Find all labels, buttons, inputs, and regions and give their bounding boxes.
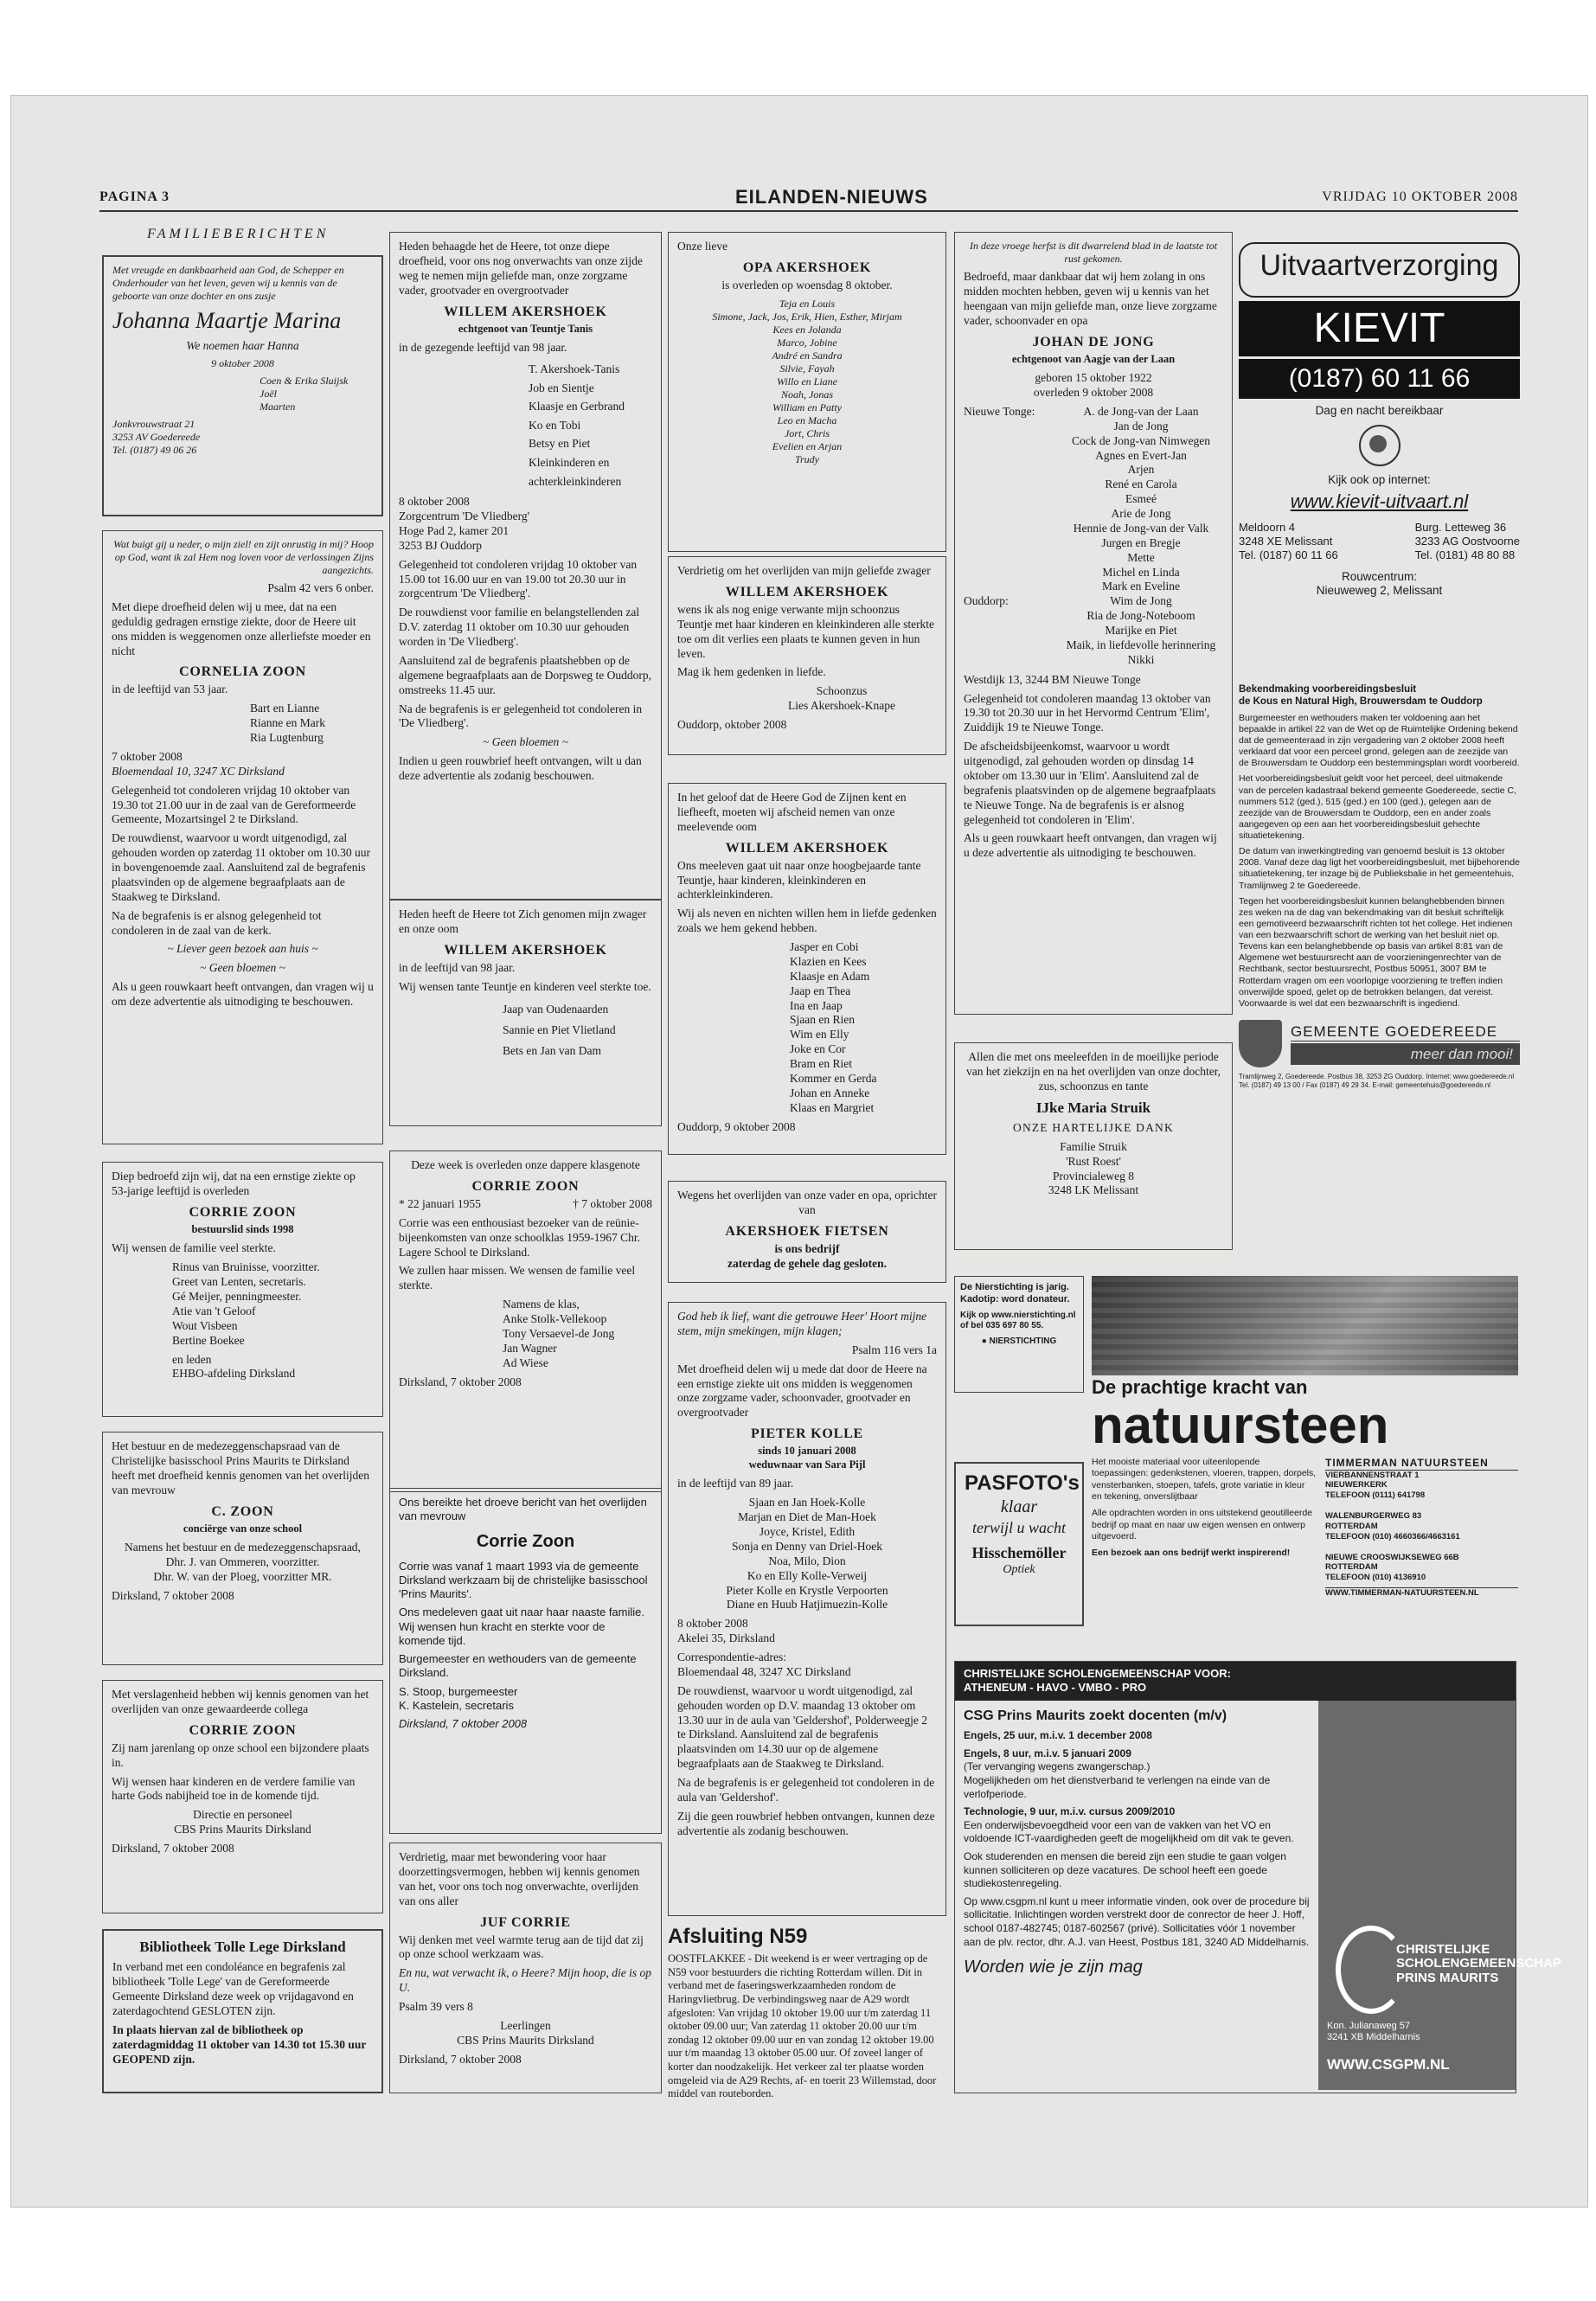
obituary-corrie-zoon-classmates bbox=[389, 1150, 662, 1492]
birth-date: 9 oktober 2008 bbox=[211, 357, 274, 370]
condole: Gelegenheid tot condoleren maandag 13 oktober van 19.30 tot 20.30 uur in het Hervormd Centrum 'Elim', Zuiddijk 19 te Nieuwe Tonge. bbox=[964, 691, 1211, 734]
subtitle: sinds 10 januari 2008 weduwnaar van Sara Pijl bbox=[748, 1445, 866, 1471]
family-row-1 bbox=[964, 405, 1223, 594]
title: PASFOTO's bbox=[965, 1471, 1080, 1495]
body: Corrie was een enthousiast bezoeker van de reünie-bijeenkomsten van onze schoolklas 1959-1967 Chr. Lagere School te Dirksland. bbox=[399, 1215, 640, 1259]
subtitle: bestuurslid sinds 1998 bbox=[191, 1222, 294, 1235]
coat-of-arms-icon bbox=[1239, 1020, 1282, 1067]
company: TIMMERMAN NATUURSTEEN bbox=[1325, 1457, 1518, 1471]
names: S. Stoop, burgemeester K. Kastelein, secretaris bbox=[399, 1684, 518, 1712]
body: Corrie was vanaf 1 maart 1993 via de gemeente Dirksland werkzaam bij de christelijke basisschool 'Prins Maurits'. bbox=[399, 1559, 648, 1600]
p1: Ook studerenden en mensen die bereid zijn een studie te gaan volgen kunnen solliciteren op deze vacatures. De school heeft een goede studiekostenregeling. bbox=[964, 1850, 1286, 1890]
deceased-name: CORRIE ZOON bbox=[189, 1722, 297, 1738]
place: Dirksland, 7 oktober 2008 bbox=[112, 1588, 234, 1602]
age: in de leeftijd van 53 jaar. bbox=[112, 683, 228, 696]
body: Met verslagenheid hebben wij kennis genomen van het overlijden van onze gewaardeerde collega bbox=[112, 1688, 369, 1715]
kievit-phone: (0187) 60 11 66 bbox=[1239, 359, 1520, 399]
p3: De datum van inwerkingtreding van genoemd besluit is 13 oktober 2008. Vanaf deze dag ligt het voorbereidingsbesluit, met bijbehorende situatietekening, ter inzage bij de Publieksbalie in het gemeentehuis, Tramlijnweg 2 te Goedereede. bbox=[1239, 846, 1520, 891]
born-died bbox=[399, 1197, 652, 1212]
close: Zij die geen rouwbrief hebben ontvangen, kunnen deze advertentie als zodanig beschouwen. bbox=[677, 1809, 935, 1837]
burial: Aansluitend zal de begrafenis plaatshebben op de algemene begraafplaats aan de Dorpsweg te Ouddorp, omstreeks 11.45 uur. bbox=[399, 653, 652, 696]
obituary-juf-corrie bbox=[389, 1843, 662, 2093]
service: De rouwdienst, waarvoor u wordt uitgenodigd, zal gehouden worden op zaterdag 11 oktober om 10.30 uur in bovengenoemde zaal. Aansluitend zal de begrafenis plaatsvinden op de algemene begraafplaats aan de Staakweg te Dirksland. bbox=[112, 831, 371, 903]
family: Jaap van Oudenaarden Sannie en Piet Vlietland Bets en Jan van Dam bbox=[503, 1002, 616, 1058]
notice-gemeente-goedereede bbox=[1239, 683, 1520, 1237]
title: Bibliotheek Tolle Lege Dirksland bbox=[139, 1939, 346, 1955]
intro: Bedroefd, maar dankbaar dat wij hem zolang in ons midden mochten hebben, geven wij u kennis van het heengaan van mijn geliefde man, onze lieve zorgzame vader, schoonvader en opa bbox=[964, 270, 1217, 327]
line1: klaar bbox=[1000, 1497, 1038, 1516]
body: Diep bedroefd zijn wij, dat na een ernstige ziekte op 53-jarige leeftijd is overleden bbox=[112, 1170, 356, 1197]
place: Ouddorp, oktober 2008 bbox=[677, 718, 787, 731]
date: 7 oktober 2008 bbox=[112, 749, 183, 763]
intro: Verdrietig, maar met bewondering voor haar doorzettingsvermogen, hebben wij kennis genomen van het, voor ons toch nog onverwachte, overlijden van ons aller bbox=[399, 1850, 640, 1907]
masthead: EILANDEN-NIEUWS bbox=[735, 186, 928, 208]
title: Bekendmaking voorbereidingsbesluit bbox=[1239, 684, 1417, 695]
sign: Leerlingen CBS Prins Maurits Dirksland bbox=[457, 2018, 594, 2047]
obituary-c-zoon-school bbox=[102, 1432, 383, 1665]
and: en leden EHBO-afdeling Dirksland bbox=[172, 1352, 296, 1381]
notice-akershoek-fietsen bbox=[668, 1181, 946, 1283]
date: is overleden op woensdag 8 oktober. bbox=[721, 278, 893, 292]
wish: Wij als neven en nichten willen hem in liefde gedenken zoals we hem gekend hebben. bbox=[677, 907, 937, 935]
kievit-web-link[interactable]: www.kievit-uitvaart.nl bbox=[1290, 490, 1469, 513]
sign: Directie en personeel CBS Prins Maurits Dirksland bbox=[174, 1808, 311, 1836]
birth-intro: Met vreugde en dankbaarheid aan God, de Schepper en Onderhouder van het leven, geven wij u kennis van de geboorte van onze dochter en ons zusje bbox=[112, 264, 344, 302]
obituary-willem-akershoek-nephew bbox=[389, 900, 662, 1126]
deceased-name: CORNELIA ZOON bbox=[179, 664, 306, 680]
csg-text bbox=[955, 1701, 1318, 2090]
date: 8 oktober 2008 bbox=[399, 495, 470, 509]
company-name: AKERSHOEK FIETSEN bbox=[725, 1223, 889, 1239]
obituary-corrie-zoon-ehbo bbox=[102, 1162, 383, 1417]
wish: Mag ik hem gedenken in liefde. bbox=[677, 665, 826, 679]
body: In verband met een condoléance en begrafenis zal bibliotheek 'Tolle Lege' van de Gereformeerde Gemeente Dirksland deze week op vrijdagavond en zaterdagochtend GESLOTEN zijn. bbox=[112, 1960, 354, 2017]
logo-text: NIERSTICHTING bbox=[989, 1336, 1057, 1346]
intro: Verdrietig om het overlijden van mijn geliefde zwager bbox=[677, 564, 931, 577]
age: in de gezegende leeftijd van 98 jaar. bbox=[399, 341, 567, 355]
brand: Hisschemöller bbox=[971, 1543, 1067, 1561]
place: Dirksland, 7 oktober 2008 bbox=[399, 2052, 522, 2066]
condole: Gelegenheid tot condoleren vrijdag 10 oktober van 19.30 tot 21.00 uur in de zaal van de Gereformeerde Gemeente, Mozartsingel 2 te Dirksland. bbox=[112, 783, 356, 826]
family1: A. de Jong-van der Laan Jan de Jong Cock de Jong-van Nimwegen Agnes en Evert-Jan Arjen René en Carola Esmeé Arie de Jong Hennie de Jong-van der Valk Jurgen en Bregje Mette Michel en Linda Mark en Eveline bbox=[1071, 404, 1211, 593]
gemeente-address: Tramlijnweg 2, Goedereede. Postbus 38, 3253 ZG Ouddorp. Internet: www.goedereede.nl Tel. (0187) 49 13 00 / Fax (0187) 49 29 34. E-mail: gemeentehuis@goedereede.nl bbox=[1239, 1072, 1515, 1089]
body: wens ik als nog enige verwante mijn schoonzus Teuntje met haar kinderen en kleinkinderen alle sterkte toe om dit verlies een plaats te kunnen geven in hun leven. bbox=[677, 602, 935, 660]
pref1: ~ Liever geen bezoek aan huis ~ bbox=[167, 942, 318, 956]
p2: Het voorbereidingsbesluit geldt voor het perceel, deel uitmakende van de percelen kadastraal bekend gemeente Goedereede, sectie C, nummers 512 (ged.), 515 (ged.) en 100 (ged.), gelegen aan de zeezijde van de Brouwersdam te Ouddorp, een en ander zoals aangegeven op een aan het voorbereidingsbesluit gehechte situatietekening. bbox=[1239, 773, 1517, 841]
subtitle: conciërge van onze school bbox=[183, 1522, 303, 1535]
job3b: Een onderwijsbevoegdheid voor een van de vakken van het VO en voldoende ICT-vaardigheden geeft de mogelijkheid om dit vak te geven. bbox=[964, 1818, 1294, 1845]
natuursteen-head: De prachtige kracht van bbox=[1092, 1376, 1308, 1398]
obituary-willem-nieces bbox=[668, 783, 946, 1155]
body: OOSTFLAKKEE - Dit weekend is er weer vertraging op de N59 voor bestuurders die richting Rotterdam willen. Dit in verband met de faseringswerkzaamheden rondom de Haringvlietbrug. De verbindingsweg naar de A29 wordt afgesloten: Van vrijdag 10 oktober 19.00 uur t/m zaterdag 11 oktober 09.00 uur; Van zaterdag 11 oktober 20.00 uur t/m zondag 12 oktober 09.00 uur en van zondag 12 oktober 19.00 uur t/m maandag 13 oktober 05.00 uur. Of zoveel langer of korter dan noodzakelijk. Het verkeer zal ter plaatse worden omgeleid via de A29 Rechts, af- en toerit 23 Willemstad, door middel van routeborden. bbox=[668, 1952, 937, 2100]
natuursteen-text bbox=[1092, 1457, 1317, 1604]
gemeente-name: GEMEENTE GOEDEREEDE bbox=[1291, 1022, 1520, 1042]
after: Na de begrafenis is er gelegenheid tot condoleren in 'De Vliedberg'. bbox=[399, 702, 643, 730]
family: T. Akershoek-Tanis Job en Sientje Klaasje en Gerbrand Ko en Tobi Betsy en Piet Kleinkinderen en achterkleinkinderen bbox=[529, 362, 625, 488]
kievit-logo-icon bbox=[1359, 425, 1401, 466]
deceased-name: WILLEM AKERSHOEK bbox=[444, 942, 607, 958]
place: Dirksland, 7 oktober 2008 bbox=[399, 1375, 522, 1388]
age: in de leeftijd van 98 jaar. bbox=[399, 960, 516, 974]
brand2: Optiek bbox=[1003, 1563, 1035, 1576]
body: Ons meeleven gaat uit naar onze hoogbejaarde tante Teuntje, haar kinderen, kleinkinderen en achterkleinkinderen. bbox=[677, 858, 921, 901]
logo-text: CHRISTELIJKE SCHOLENGEMEENSCHAP PRINS MAURITS bbox=[1396, 1941, 1561, 1985]
address: Akelei 35, Dirksland bbox=[677, 1631, 775, 1645]
after: Na de begrafenis is er alsnog gelegenheid tot condoleren in de zaal van de kerk. bbox=[112, 908, 322, 937]
sign: Schoonzus Lies Akershoek-Knape bbox=[787, 684, 896, 713]
kievit-head-frame bbox=[1239, 242, 1520, 298]
obituary-johan-de-jong bbox=[954, 232, 1233, 1015]
service: De afscheidsbijeenkomst, waarvoor u wordt uitgenodigd, zal gehouden worden op dinsdag 14 oktober om 13.30 uur in 'Elim'. Aansluitend zal de begrafenis plaatsvinden op de algemene begraafplaats te Nieuwe Tonge. Na de begrafenis is er alsnog gelegenheid tot condoleren in 'Elim'. bbox=[964, 740, 1216, 826]
issue-date: VRIJDAG 10 OKTOBER 2008 bbox=[1322, 189, 1518, 204]
job1: Engels, 25 uur, m.i.v. 1 december 2008 bbox=[964, 1729, 1152, 1742]
obituary-willem-akershoek-family bbox=[389, 232, 662, 900]
cta: Een bezoek aan ons bedrijf werkt inspirerend! bbox=[1092, 1547, 1291, 1558]
deceased-name: WILLEM AKERSHOEK bbox=[725, 840, 889, 856]
text1: Zij nam jarenlang op onze school een bijzondere plaats in. bbox=[112, 1740, 369, 1769]
body2: Alle opdrachten worden in ons uitstekend geoutilleerde bedrijf op maat en naar uw eigen wensen en ontwerp uitgevoerd. bbox=[1092, 1508, 1313, 1542]
kievit-web-label: Kijk ook op internet: bbox=[1328, 473, 1431, 487]
kidney-icon: ● bbox=[981, 1336, 987, 1346]
web[interactable]: WWW.CSGPM.NL bbox=[1327, 2055, 1450, 2073]
psalm: Psalm 116 vers 1a bbox=[851, 1343, 937, 1356]
natuursteen-photo bbox=[1092, 1276, 1518, 1375]
died: † 7 oktober 2008 bbox=[573, 1196, 652, 1210]
family2: Wim de Jong Ria de Jong-Noteboom Marijke en Piet Maik, in liefdevolle herinnering Nikki bbox=[1066, 594, 1216, 666]
library-notice bbox=[102, 1929, 383, 2093]
header-rule bbox=[99, 210, 1518, 212]
scan-top-margin bbox=[0, 0, 1596, 95]
kievit-heading: Uitvaartverzorging bbox=[1259, 249, 1499, 282]
age: in de leeftijd van 89 jaar. bbox=[677, 1477, 794, 1490]
csg-body bbox=[955, 1701, 1561, 2090]
body: Met droefheid delen wij u mede dat door de Heere na een ernstige ziekte uit ons midden is weggenomen onze zorgzame vader, schoonvader, grootvader en overgrootvader bbox=[677, 1362, 927, 1420]
pref2: ~ Geen bloemen ~ bbox=[200, 961, 285, 975]
body: Wij denken met veel warmte terug aan de tijd dat zij op onze school werkzaam was. bbox=[399, 1932, 644, 1961]
intro: Heden heeft de Heere tot Zich genomen mijn zwager en onze oom bbox=[399, 907, 647, 935]
page-header bbox=[99, 186, 1518, 210]
logo bbox=[960, 1336, 1078, 1348]
close: Als u geen rouwkaart heeft ontvangen, dan vragen wij u deze advertentie als uitnodiging te beschouwen. bbox=[964, 831, 1217, 860]
dank: ONZE HARTELIJKE DANK bbox=[1013, 1120, 1174, 1134]
family-row-2 bbox=[964, 594, 1223, 667]
kievit-addresses bbox=[1239, 521, 1520, 563]
subtitle: echtgenoot van Aagje van der Laan bbox=[1011, 352, 1176, 365]
p4: Tegen het voorbereidingsbesluit kunnen belanghebbenden binnen zes weken na de dag van bekendmaking van dit besluit schriftelijk een gemotiveerd bezwaarschrift richten tot het college. Het indienen van een bezwaarschrift schort de werking van het besluit niet op. Tevens kan een belanghebbende op basis van artikel 8:81 van de Algemene wet bestuursrecht aan de voorzieningenrechter van de Rechtbank, sector bestuursrecht, Postbus 50951, 3007 BM te Rotterdam vragen om een voorlopige voorziening te treffen indien onverwijlde spoed, gelet op de betrokken belangen, dat vereist. Voorwaarde is wel dat een bezwaarschrift is ingediend. bbox=[1239, 895, 1513, 1009]
job2b: (Ter vervanging wegens zwangerschap.) bbox=[964, 1760, 1151, 1773]
address: Kon. Julianaweg 57 3241 XB Middelharnis bbox=[1327, 2020, 1420, 2043]
pref: ~ Geen bloemen ~ bbox=[483, 735, 568, 749]
family: Teja en Louis Simone, Jack, Jos, Erik, Hien, Esther, Mirjam Kees en Jolanda Marco, Jobine André en Sandra Silvie, Fayah Willo en Liane Noah, Jonas William en Patty Leo en Macha Jort, Chris Evelien en Arjan Trudy bbox=[712, 297, 902, 465]
after: Na de begrafenis is er gelegenheid tot condoleren in de aula van 'Geldershof'. bbox=[677, 1776, 935, 1804]
name: IJke Maria Struik bbox=[1035, 1099, 1151, 1116]
body: Met diepe droefheid delen wij u mee, dat na een geduldig gedragen ernstige ziekte, door de Heere uit ons midden is weggenomen onze allerliefste moeder en nicht bbox=[112, 599, 371, 657]
csg-logo-panel bbox=[1318, 1701, 1561, 2090]
gemeente-slogan: meer dan mooi! bbox=[1291, 1043, 1520, 1065]
deceased-name: CORRIE ZOON bbox=[471, 1178, 580, 1194]
note: In plaats hiervan zal de bibliotheek op zaterdagmiddag 11 oktober van 14.30 tot 15.30 uur GEOPEND zijn. bbox=[112, 2022, 367, 2066]
gemeente-logo-row bbox=[1239, 1020, 1520, 1067]
section-title: FAMILIEBERICHTEN bbox=[147, 227, 330, 241]
note: is ons bedrijf zaterdag de gehele dag gesloten. bbox=[727, 1241, 888, 1270]
headline: Afsluiting N59 bbox=[668, 1925, 808, 1948]
kievit-brand: KIEVIT bbox=[1239, 301, 1520, 356]
intro: Deze week is overleden onze dappere klasgenote bbox=[411, 1158, 640, 1171]
obituary-willem-sister-in-law bbox=[668, 556, 946, 755]
sign: Burgemeester en wethouders van de gemeente Dirksland. bbox=[399, 1652, 637, 1680]
body: Het bestuur en de medezeggenschapsraad van de Christelijke basisschool Prins Maurits te Dirksland heeft met droefheid kennis genomen van het overlijden van mevrouw bbox=[112, 1439, 370, 1497]
page-number: PAGINA 3 bbox=[99, 189, 170, 204]
deceased-name: PIETER KOLLE bbox=[750, 1426, 864, 1442]
subtitle: de Kous en Natural High, Brouwersdam te Ouddorp bbox=[1239, 696, 1483, 708]
subtitle: echtgenoot van Teuntje Tanis bbox=[458, 322, 593, 335]
kievit-rouw: Nieuweweg 2, Melissant bbox=[1316, 584, 1443, 598]
psalm: Psalm 39 vers 8 bbox=[399, 2000, 473, 2013]
place: Dirksland, 7 oktober 2008 bbox=[112, 1842, 234, 1855]
thanks-ijke-struik bbox=[954, 1042, 1233, 1250]
family: Sjaan en Jan Hoek-Kolle Marjan en Diet de Man-Hoek Joyce, Kristel, Edith Sonja en Denny van Driel-Hoek Noa, Milo, Dion Ko en Elly Kolle-Verweij Pieter Kolle en Krystle Verpoorten Diane en Huub Hatjimuezin-Kolle bbox=[726, 1496, 888, 1612]
p2: Op www.csgpm.nl kunt u meer informatie vinden, ook over de procedure bij sollicitatie. Inlichtingen worden verstrekt door de conrector de heer J. Hoff, school 0187-482745; 0187-602567 (privé). Sollicitaties vóór 1 november aan de plv. rector, dhr. A.J. van Heest, Postbus 181, 3240 AD Middelharnis. bbox=[964, 1894, 1310, 1948]
text2: Wij wensen haar kinderen en de verdere familie van harte Gods nabijheid toe in de komende tijd. bbox=[112, 1774, 356, 1803]
quote: In deze vroege herfst is dit dwarrelend blad in de laatste tot rust gekomen. bbox=[969, 240, 1218, 265]
web[interactable]: WWW.TIMMERMAN-NATUURSTEEN.NL bbox=[1325, 1587, 1518, 1599]
addresses: VIERBANNENSTRAAT 1 NIEUWERKERK TELEFOON (0111) 641798 WALENBURGERWEG 83 ROTTERDAM TELEFOON (010) 4660366/4663161 NIEUWE CROOSWIJKSEWEG 66B ROTTERDAM TELEFOON (010) 4136910 bbox=[1325, 1470, 1460, 1583]
place: Dirksland, 7 oktober 2008 bbox=[399, 1717, 528, 1730]
band1: CHRISTELIJKE SCHOLENGEMEENSCHAP VOOR: bbox=[964, 1667, 1231, 1680]
body: Het mooiste materiaal voor uiteenlopende toepassingen: gedenkstenen, vloeren, trappen, dorpels, vensterbanken, stoepen, tafels, grote variatie in kleur en tekening, onverslijtbaar bbox=[1092, 1456, 1317, 1503]
obituary-corrie-zoon-colleague bbox=[102, 1680, 383, 1913]
place1: Nieuwe Tonge: bbox=[964, 404, 1035, 418]
quote: God heb ik lief, want die getrouwe Heer' Hoort mijne stem, mijn smekingen, mijn klagen; bbox=[677, 1310, 927, 1337]
kievit-rouw-label: Rouwcentrum: bbox=[1341, 569, 1418, 583]
intro: Wegens het overlijden van onze vader en opa, oprichter van bbox=[677, 1189, 937, 1216]
call-name: We noemen haar Hanna bbox=[186, 338, 299, 352]
quote: Wat buigt gij u neder, o mijn ziel! en zijt onrustig in mij? Hoop op God, want ik zal Hem nog loven voor de verlossingen Zijns aangezichts. bbox=[113, 538, 374, 576]
died: overleden 9 oktober 2008 bbox=[1033, 386, 1154, 399]
line2: terwijl u wacht bbox=[972, 1519, 1066, 1536]
family: Jasper en Cobi Klazien en Kees Klaasje en Adam Jaap en Thea Ina en Jaap Sjaan en Rien Wim en Elly Joke en Cor Bram en Riet Kommer en Gerda Johan en Anneke Klaas en Margriet bbox=[790, 940, 877, 1114]
wish: Wij wensen tante Teuntje en kinderen veel sterkte toe. bbox=[399, 979, 651, 993]
obituary-corrie-zoon-council bbox=[389, 1488, 662, 1834]
deceased-name: WILLEM AKERSHOEK bbox=[725, 584, 889, 599]
natuursteen-body-row bbox=[1092, 1457, 1518, 1604]
ad-natuursteen bbox=[1092, 1375, 1518, 1635]
date: 8 oktober 2008 bbox=[677, 1617, 748, 1631]
body2: Ons medeleven gaat uit naar haar naaste familie. Wij wensen hun kracht en sterkte voor de komende tijd. bbox=[399, 1606, 645, 1647]
service: De rouwdienst voor familie en belangstellenden zal D.V. zaterdag 11 oktober om 10.30 uur gehouden worden in 'De Vliedberg'. bbox=[399, 606, 640, 649]
obituary-cornelia-zoon bbox=[102, 530, 383, 1144]
kievit-availability: Dag en nacht bereikbaar bbox=[1315, 403, 1444, 417]
kievit-addr1: Meldoorn 4 3248 XE Melissant Tel. (0187) 60 11 66 bbox=[1239, 520, 1338, 562]
deceased-name: JUF CORRIE bbox=[480, 1914, 571, 1930]
born: * 22 januari 1955 bbox=[399, 1196, 481, 1210]
corr: Correspondentie-adres: Bloemendaal 48, 3247 XC Dirksland bbox=[677, 1650, 851, 1678]
deceased-name: C. ZOON bbox=[211, 1503, 274, 1519]
natuursteen-big: natuursteen bbox=[1092, 1395, 1389, 1454]
deceased-name: WILLEM AKERSHOEK bbox=[444, 304, 607, 319]
condole: Gelegenheid tot condoleren vrijdag 10 oktober van 15.00 tot 16.00 uur en van 19.00 tot 20.30 uur in zorgcentrum 'De Vliedberg'. bbox=[399, 557, 638, 600]
csg-band bbox=[955, 1662, 1516, 1701]
deceased-name: CORRIE ZOON bbox=[189, 1204, 297, 1220]
ad-nierstichting bbox=[954, 1276, 1084, 1393]
address: Bloemendaal 10, 3247 XC Dirksland bbox=[112, 764, 285, 778]
born: geboren 15 oktober 1922 bbox=[1035, 371, 1152, 385]
quote: En nu, wat verwacht ik, o Heere? Mijn hoop, die is op U. bbox=[399, 1966, 651, 1995]
address: Westdijk 13, 3244 BM Nieuwe Tonge bbox=[964, 672, 1141, 686]
article-afsluiting-n59 bbox=[668, 1925, 946, 2098]
intro: Heden behaagde het de Heere, tot onze diepe droefheid, voor ons nog onverwachts van onze zijde weg te nemen mijn geliefde man, onze zorgzame vader, grootvader en overgrootvader bbox=[399, 240, 643, 297]
family: Familie Struik 'Rust Roest' Provincialeweg 8 3248 LK Melissant bbox=[1048, 1139, 1139, 1197]
slogan: Worden wie je zijn mag bbox=[964, 1958, 1143, 1977]
intro: Ons bereikte het droeve bericht van het overlijden van mevrouw bbox=[399, 1496, 647, 1523]
kievit-addr2: Burg. Letteweg 36 3233 AG Oostvoorne Tel. (0181) 48 80 88 bbox=[1414, 520, 1520, 562]
service: De rouwdienst, waarvoor u wordt uitgenodigd, zal gehouden worden op D.V. maandag 13 oktober om 13.30 uur in de aula van 'Geldershof', Polderweegje 2 te Dirksland. Aansluitend zal de begrafenis plaatsvinden om 14.30 uur op de algemene begraafplaats aan de Staakweg te Dirksland. bbox=[677, 1683, 928, 1771]
names: Namens het bestuur en de medezeggenschapsraad, Dhr. J. van Ommeren, voorzitter. Dhr. W. van der Ploeg, voorzitter MR. bbox=[125, 1541, 361, 1583]
body: Allen die met ons meeleefden in de moeilijke periode van het ziekzijn en na het overlijden van onze dochter, zus, schoonzus en tante bbox=[965, 1050, 1221, 1093]
birth-family: Coen & Erika Sluijsk Joël Maarten bbox=[260, 375, 349, 413]
close: Als u geen rouwkaart heeft ontvangen, dan vragen wij u om deze advertentie als uitnodiging te beschouwen. bbox=[112, 980, 374, 1008]
baby-name: Johanna Maartje Marina bbox=[112, 308, 342, 333]
family: Bart en Lianne Rianne en Mark Ria Lugtenburg bbox=[250, 702, 325, 744]
names: Namens de klas, Anke Stolk-Vellekoop Tony Versaevel-de Jong Jan Wagner Ad Wiese bbox=[503, 1298, 615, 1369]
subtitle: Kijk op www.nierstichting.nl of bel 035 697 80 55. bbox=[960, 1310, 1076, 1330]
title: De Nierstichting is jarig. Kadotip: word donateur. bbox=[960, 1282, 1070, 1304]
address: Zorgcentrum 'De Vliedberg' Hoge Pad 2, kamer 201 3253 BJ Ouddorp bbox=[399, 510, 530, 552]
obituary-opa-akershoek bbox=[668, 232, 946, 552]
birth-announcement bbox=[102, 255, 383, 516]
deceased-name: JOHAN DE JONG bbox=[1032, 334, 1155, 349]
ad-csg-prins-maurits bbox=[954, 1661, 1561, 2093]
wish: Wij wensen de familie veel sterkte. bbox=[112, 1241, 276, 1255]
psalm: Psalm 42 vers 6 onber. bbox=[267, 581, 374, 594]
natuursteen-contact bbox=[1325, 1457, 1518, 1604]
birth-address: Jonkvrouwstraat 21 3253 AV Goedereede Tel. (0187) 49 06 26 bbox=[112, 418, 201, 457]
ad-kievit bbox=[1239, 242, 1520, 623]
close: Indien u geen rouwbrief heeft ontvangen, wilt u dan deze advertentie als zodanig beschouwen. bbox=[399, 754, 642, 783]
band2: ATHENEUM - HAVO - VMBO - PRO bbox=[964, 1681, 1147, 1695]
place2: Ouddorp: bbox=[964, 594, 1009, 608]
intro: In het geloof dat de Heere God de Zijnen kent en liefheeft, moeten wij afscheid nemen van onze meelevende oom bbox=[677, 791, 907, 833]
title: CSG Prins Maurits zoekt docenten (m/v) bbox=[964, 1708, 1227, 1723]
job2c: Mogelijkheden om het dienstverband te verlengen na einde van de verlofperiode. bbox=[964, 1774, 1271, 1800]
miss: We zullen haar missen. We wensen de familie veel sterkte. bbox=[399, 1264, 636, 1292]
job2: Engels, 8 uur, m.i.v. 5 januari 2009 bbox=[964, 1747, 1131, 1759]
deceased-name: Corrie Zoon bbox=[476, 1531, 575, 1551]
p1: Burgemeester en wethouders maken ter voldoening aan het bepaalde in artikel 22 van de Wet op de Ruimtelijke Ordening bekend dat de gemeenteraad in zijn vergadering van 2 oktober 2008 heeft verklaard dat voor een perceel grond, gelegen aan de zeezijde van de Brouwersdam te Ouddorp een bestemmingsplan wordt voorbereid. bbox=[1239, 712, 1520, 769]
obituary-pieter-kolle bbox=[668, 1302, 946, 1916]
place: Ouddorp, 9 oktober 2008 bbox=[677, 1119, 796, 1133]
ad-pasfoto bbox=[954, 1462, 1084, 1626]
intro: Onze lieve bbox=[677, 240, 728, 253]
deceased-name: OPA AKERSHOEK bbox=[742, 260, 872, 275]
job3: Technologie, 9 uur, m.i.v. cursus 2009/2010 bbox=[964, 1805, 1176, 1818]
names: Rinus van Bruinisse, voorzitter. Greet van Lenten, secretaris. Gé Meijer, penningmeester. Atie van 't Geloof Wout Visbeen Bertine Boekee bbox=[172, 1260, 320, 1347]
